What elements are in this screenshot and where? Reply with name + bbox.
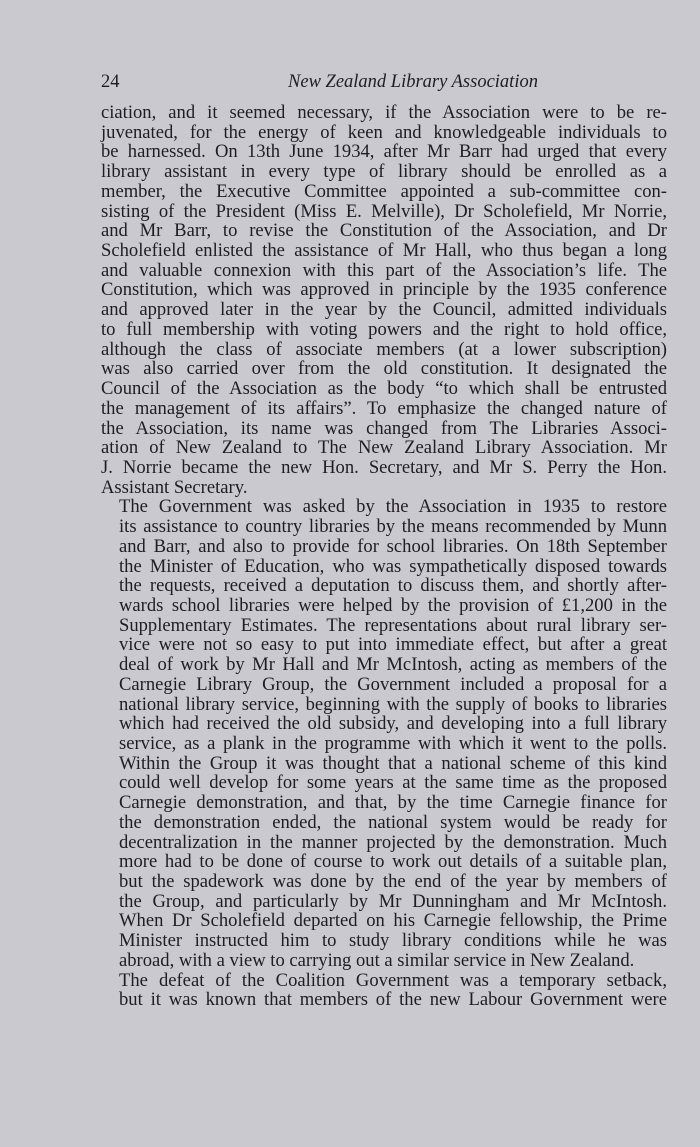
body-text bbox=[101, 103, 667, 1010]
text-line: Constitution, which was approved in principle by the 1935 conference bbox=[101, 279, 667, 301]
text-line: more had to be done of course to work out details of a suitable plan, bbox=[119, 851, 667, 873]
text-line: the demonstration ended, the national system would be ready for bbox=[119, 811, 667, 833]
text-line: national library service, beginning with the supply of books to libraries bbox=[119, 693, 667, 715]
text-line: to full membership with voting powers and the right to hold office, bbox=[101, 318, 667, 340]
text-line: The Government was asked by the Association in 1935 to restore bbox=[119, 496, 667, 518]
text-line: decentralization in the manner projected by the demonstration. Much bbox=[119, 831, 667, 853]
running-head bbox=[101, 70, 667, 94]
text-line: the requests, received a deputation to discuss them, and shortly after- bbox=[119, 575, 667, 597]
text-line: be harnessed. On 13th June 1934, after Mr Barr had urged that every bbox=[101, 141, 667, 163]
text-line: the Group, and particularly by Mr Dunningham and Mr McIntosh. bbox=[119, 890, 667, 912]
text-line: Scholefield enlisted the assistance of Mr Hall, who thus began a long bbox=[101, 240, 667, 262]
text-line: Supplementary Estimates. The representations about rural library ser- bbox=[119, 614, 667, 636]
text-line: and approved later in the year by the Council, admitted individuals bbox=[101, 299, 667, 321]
text-line: could well develop for some years at the same time as the proposed bbox=[119, 772, 667, 794]
text-line: J. Norrie became the new Hon. Secretary, and Mr S. Perry the Hon. bbox=[101, 456, 667, 478]
text-line: and Mr Barr, to revise the Constitution of the Association, and Dr bbox=[101, 220, 667, 242]
text-line: the Minister of Education, who was sympathetically disposed towards bbox=[119, 555, 667, 577]
page-number: 24 bbox=[101, 72, 120, 92]
paragraph bbox=[101, 497, 667, 970]
text-line: deal of work by Mr Hall and Mr McIntosh, acting as members of the bbox=[119, 654, 667, 676]
text-line: abroad, with a view to carrying out a similar service in New Zealand. bbox=[119, 949, 635, 971]
text-line: vice were not so easy to put into immediate effect, but after a great bbox=[119, 634, 667, 656]
paragraph bbox=[101, 971, 667, 1010]
text-line: although the class of associate members (at a lower subscription) bbox=[101, 338, 667, 360]
text-line: and valuable connexion with this part of the Association’s life. The bbox=[101, 259, 667, 281]
text-line: the management of its affairs”. To emphasize the changed nature of bbox=[101, 397, 667, 419]
text-line: but it was known that members of the new Labour Government were bbox=[119, 989, 667, 1011]
text-line: juvenated, for the energy of keen and knowledgeable individuals to bbox=[101, 121, 667, 143]
text-line: Minister instructed him to study library conditions while he was bbox=[119, 930, 667, 952]
text-line: member, the Executive Committee appointed a sub-committee con- bbox=[101, 180, 667, 202]
text-line: service, as a plank in the programme with which it went to the polls. bbox=[119, 733, 667, 754]
text-line: Assistant Secretary. bbox=[101, 476, 248, 498]
paragraph bbox=[101, 103, 667, 497]
text-line: Within the Group it was thought that a national scheme of this kind bbox=[119, 752, 667, 774]
text-line: and Barr, and also to provide for school libraries. On 18th September bbox=[119, 535, 667, 557]
text-line: was also carried over from the old constitution. It designated the bbox=[101, 358, 667, 380]
text-line: The defeat of the Coalition Government was a temporary setback, bbox=[119, 969, 667, 991]
text-line: Carnegie demonstration, and that, by the time Carnegie finance for bbox=[119, 792, 667, 814]
text-line: which had received the old subsidy, and developing into a full library bbox=[119, 713, 667, 735]
text-line: sisting of the President (Miss E. Melville), Dr Scholefield, Mr Norrie, bbox=[101, 200, 667, 222]
text-line: library assistant in every type of library should be enrolled as a bbox=[101, 161, 667, 183]
text-line: the Association, its name was changed from The Libraries Associ- bbox=[101, 417, 667, 439]
text-line: ciation, and it seemed necessary, if the Association were to be re- bbox=[101, 102, 667, 123]
text-line: but the spadework was done by the end of the year by members of bbox=[119, 871, 667, 893]
text-line: Carnegie Library Group, the Government included a proposal for a bbox=[119, 673, 667, 695]
text-line: ation of New Zealand to The New Zealand Library Association. Mr bbox=[101, 437, 667, 459]
running-title: New Zealand Library Association bbox=[288, 72, 538, 92]
text-line: When Dr Scholefield departed on his Carnegie fellowship, the Prime bbox=[119, 910, 667, 932]
text-line: its assistance to country libraries by the means recommended by Munn bbox=[119, 516, 667, 538]
text-line: Council of the Association as the body “to which shall be entrusted bbox=[101, 378, 667, 400]
text-line: wards school libraries were helped by the provision of £1,200 in the bbox=[119, 594, 667, 616]
